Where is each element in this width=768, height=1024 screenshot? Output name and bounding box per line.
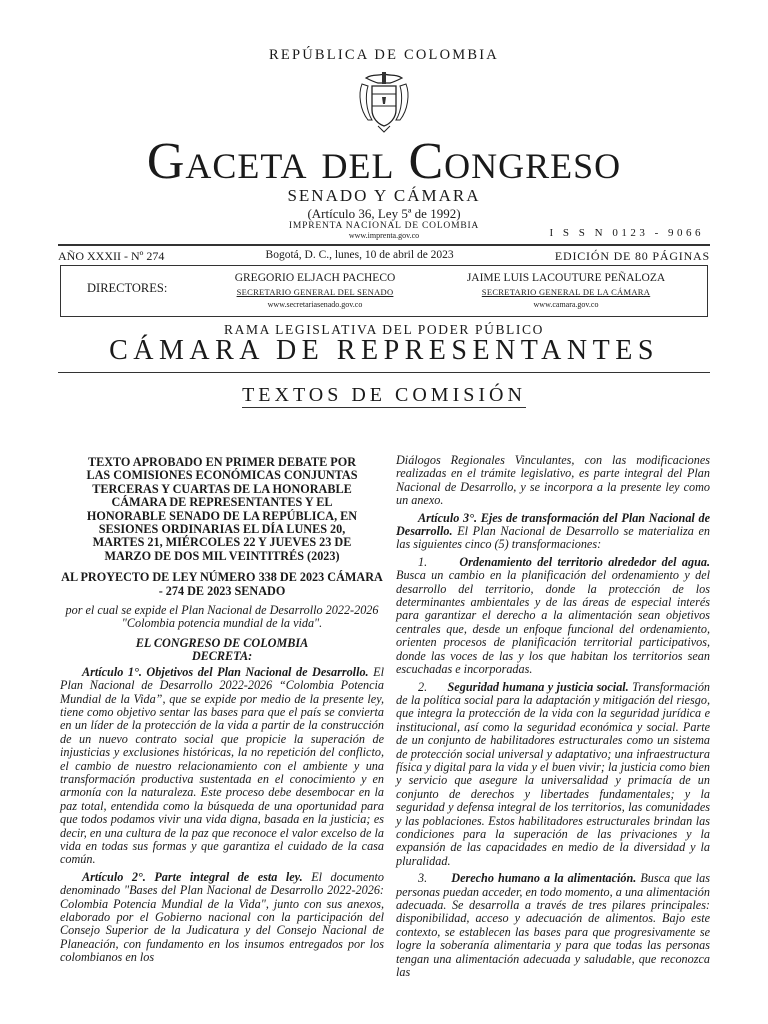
director-name: GREGORIO ELJACH PACHECO xyxy=(234,272,396,284)
list-item xyxy=(396,681,710,869)
left-column xyxy=(60,448,384,965)
decrees-label: DECRETA: xyxy=(191,649,253,664)
director-url: www.secretariasenado.gov.co xyxy=(267,300,363,309)
directors-label: DIRECTORES: xyxy=(87,281,168,295)
item-number: 3. xyxy=(418,871,428,886)
issue-date: Bogotá, D. C., lunes, 10 de abril de 2023 xyxy=(265,249,454,261)
article-text: El documento denominado "Bases del Plan Nacional de Desarrollo 2022-2026: Colombia Potencia Mundial de la Vida", junto con sus anexos, elaborado por el Gobierno nacional con la participación del Consejo Superior de la Judicatura y del Consejo Nacional de Planeación, con fundamento en los insumos entregados por los colombianos en los xyxy=(60,869,385,965)
director-role: SECRETARIO GENERAL DE LA CÁMARA xyxy=(481,287,651,297)
divider xyxy=(58,372,710,373)
article-text: El Plan Nacional de Desarrollo 2022-2026 “Colombia Potencia Mundial de la Vida”, que se expide por medio de la presente ley, tiene como objetivo sentar las bases para que el país se convierta en un líder de la protección de la vida a partir de la construcción de un nuevo contrato social que propicie la superación de injusticias y exclusiones históricas, la no repetición del conflicto, el cambio de nuestro relacionamiento con el ambiente y una transformación productiva sustentada en el conocimiento y en armonía con la naturaleza. Este proceso debe desembocar en la paz total, entendida como la búsqueda de una oportunidad para que todos podamos vivir una vida digna, basada en la justicia; es decir, en una cultura de la paz que reconoce el valor excelso de la vida en todas sus formas y que garantiza el cuidado de la casa común. xyxy=(60,664,385,867)
article-title: Artículo 3°. Ejes de transformación del Plan Nacional de Desarrollo. xyxy=(396,510,710,539)
text-heading: TEXTO APROBADO EN PRIMER DEBATE POR LAS COMISIONES ECONÓMICAS CONJUNTAS TERCERAS Y CUARTAS DE LA HONORABLE CÁMARA DE REPRESENTANTES Y EL HONORABLE SENADO DE LA REPÚBLICA, EN SESIONES ORDINARIAS EL DÍA LUNES 20, MARTES 21, MIÉRCOLES 22 Y JUEVES 23 DE MARZO DE DOS MIL VEINTITRÉS (2023) xyxy=(86,455,358,563)
bill-description: por el cual se expide el Plan Nacional de Desarrollo 2022-2026 "Colombia potencia mundial de la vida". xyxy=(65,603,379,631)
item-text: Busca un cambio en la planificación del ordenamiento y del desarrollo del territorio, donde la protección de los determinantes ambientales y de las áreas de especial interés para garantizar el derecho a la alimentación sean objetivos centrales que, desde un enfoque funcional del ordenamiento, orienten procesos de planificación territorial participativos, donde las voces de las y los que habitan los territorios sean escuchadas e incorporadas. xyxy=(396,568,710,677)
item-title: Derecho humano a la alimentación. xyxy=(451,871,637,886)
printer-name: IMPRENTA NACIONAL DE COLOMBIA xyxy=(288,221,480,231)
item-text: Transformación de la política social para la adaptación y mitigación del riesgo, que integra la protección de la vida con la seguridad jurídica e institucional, así como la seguridad económica y social. Parte de un conjunto de habilitadores estructurales como un sistema de protección social universal y adaptativo; una infraestructura física y digital para la vida y el buen vivir; la justicia como bien y servicio que asegure la universalidad y primacía de un conjunto de derechos y libertades fundamentales; y la seguridad y defensa integral de los territorios, las comunidades y las poblaciones. Estos habilitadores estructurales brindan las condiciones para la superación de las privaciones y la expansión de las capacidades en medio de la diversidad y la pluralidad. xyxy=(396,679,711,868)
list-item xyxy=(396,556,710,677)
subtitle: SENADO Y CÁMARA xyxy=(287,186,481,205)
item-number: 1. xyxy=(418,554,428,569)
directors-box xyxy=(60,265,708,317)
congress-label: EL CONGRESO DE COLOMBIA xyxy=(135,635,309,650)
edition-pages: EDICIÓN DE 80 PÁGINAS xyxy=(554,249,710,263)
newspaper-title: Gaceta del Congreso xyxy=(146,133,622,190)
issue-info xyxy=(58,249,710,264)
article-text: El Plan Nacional de Desarrollo se materializa en las siguientes cinco (5) transformaciones: xyxy=(396,524,710,552)
item-title: Ordenamiento del territorio alrededor del agua. xyxy=(459,554,711,569)
year-number: AÑO XXXII - Nº 274 xyxy=(58,249,165,263)
article-2 xyxy=(60,871,384,965)
legal-reference: (Artículo 36, Ley 5ª de 1992) xyxy=(307,206,461,221)
director-name: JAIME LUIS LACOUTURE PEÑALOZA xyxy=(466,272,666,284)
list-item xyxy=(396,872,710,979)
issn: I S S N 0123 - 9066 xyxy=(549,227,704,239)
director-senate xyxy=(200,272,430,309)
branch-label: RAMA LEGISLATIVA DEL PODER PÚBLICO xyxy=(224,322,544,337)
article-3 xyxy=(396,512,710,552)
section-heading-text: TEXTOS DE COMISIÓN xyxy=(242,384,526,406)
director-chamber xyxy=(451,272,681,309)
bill-title: AL PROYECTO DE LEY NÚMERO 338 DE 2023 CÁMARA - 274 DE 2023 SENADO xyxy=(61,570,383,598)
republic-label: REPÚBLICA DE COLOMBIA xyxy=(269,47,499,63)
divider xyxy=(58,244,710,246)
article-1 xyxy=(60,666,384,867)
director-url: www.camara.gov.co xyxy=(533,300,599,309)
section-heading xyxy=(0,384,768,407)
chamber-heading: CÁMARA DE REPRESENTANTES xyxy=(109,335,659,366)
article-2-continued: Diálogos Regionales Vinculantes, con las modificaciones realizadas en el trámite legislativo, es parte integral del Plan Nacional de Desarrollo, y se incorpora a la presente ley como un anexo. xyxy=(396,453,710,508)
item-number: 2. xyxy=(418,679,428,694)
coat-of-arms-icon xyxy=(354,70,414,134)
item-title: Seguridad humana y justicia social. xyxy=(447,679,629,694)
article-title: Artículo 1°. Objetivos del Plan Nacional de Desarrollo. xyxy=(82,664,369,679)
director-role: SECRETARIO GENERAL DEL SENADO xyxy=(236,287,394,297)
item-text: Busca que las personas puedan acceder, en todo momento, a una alimentación adecuada. Se desarrolla a través de tres pilares principales: disponibilidad, acceso y adecuación de alimentos. Bajo este contexto, se establecen las bases para que progresivamente se logre la soberanía alimentaria y para que todas las personas tengan una alimentación adecuada y saludable, que reconozca las xyxy=(396,871,711,980)
printer-url: www.imprenta.gov.co xyxy=(348,231,420,240)
right-column xyxy=(396,448,710,979)
article-title: Artículo 2°. Parte integral de esta ley. xyxy=(82,869,303,884)
